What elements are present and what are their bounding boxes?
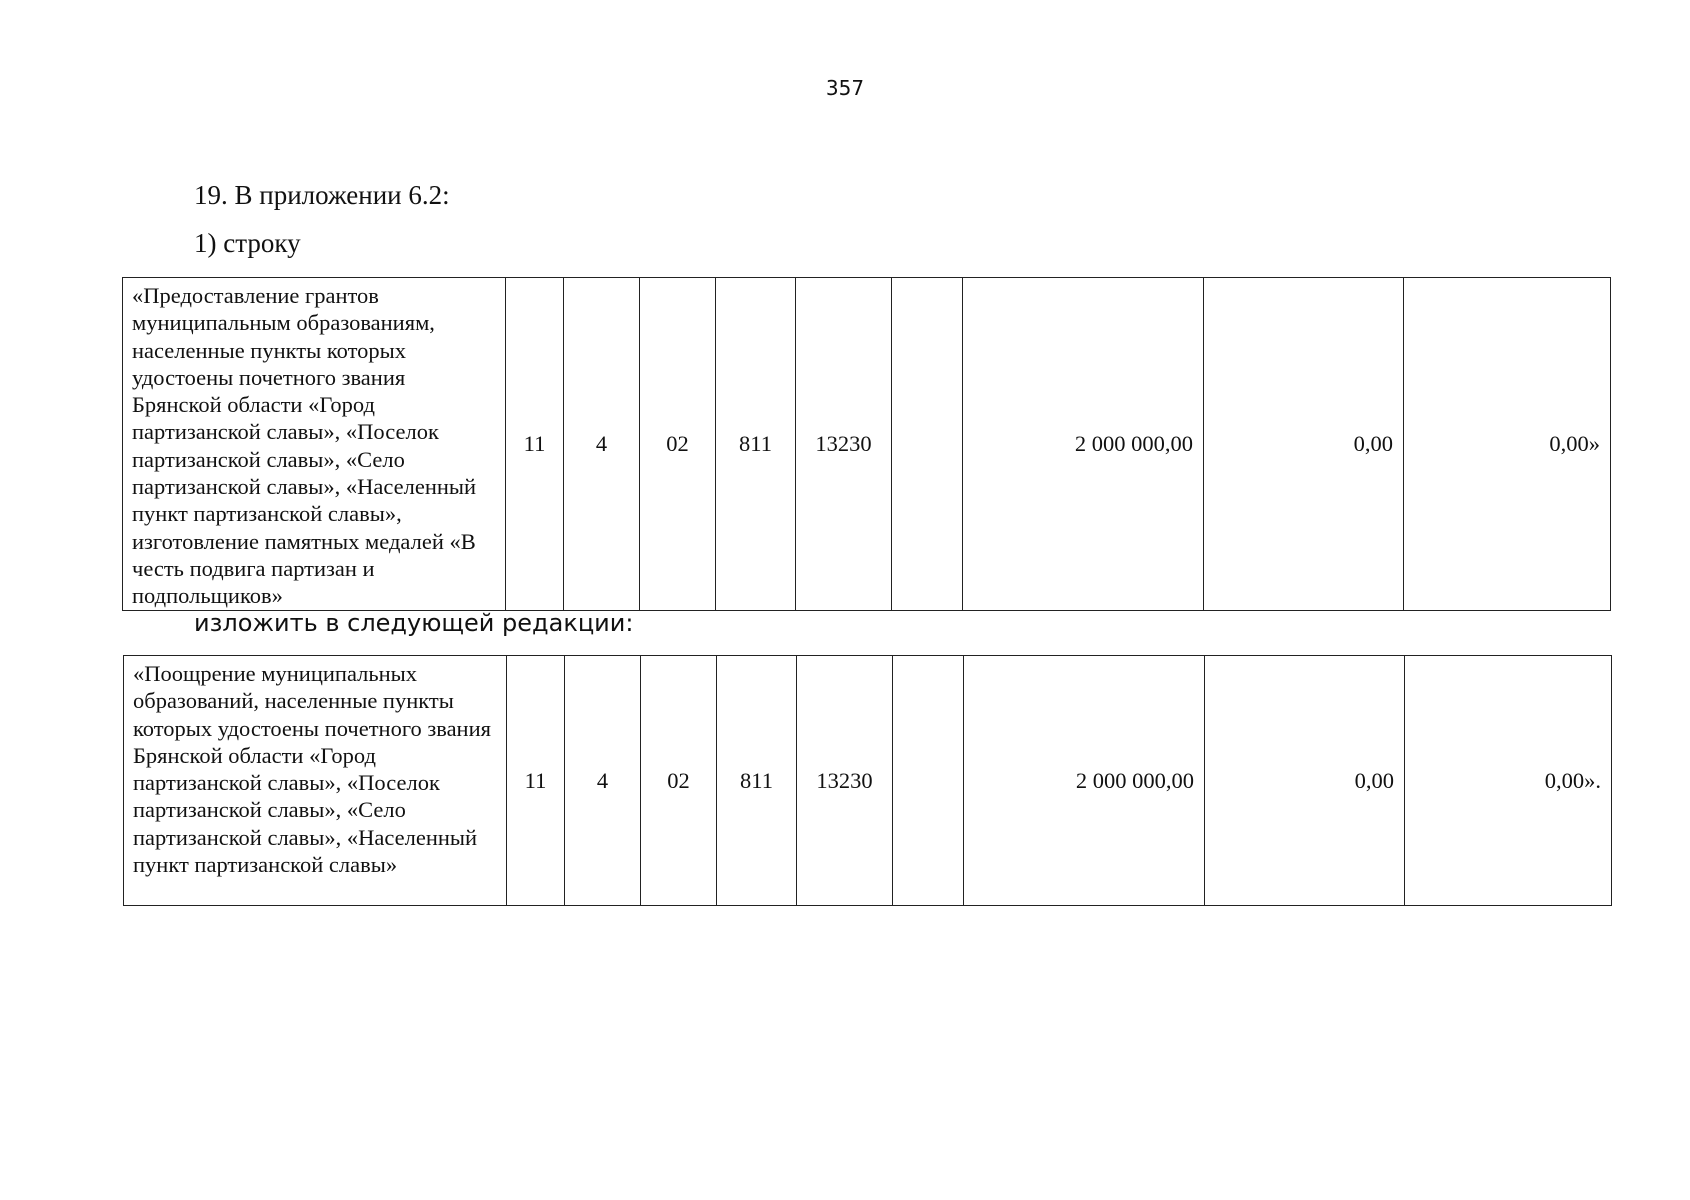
table-row — [123, 278, 1611, 611]
amount-year-3: 0,00». — [1405, 656, 1612, 906]
code-cell-empty — [893, 656, 964, 906]
amount-year-3: 0,00» — [1404, 278, 1611, 611]
table-row — [124, 656, 1612, 906]
code-cell-subprogram: 4 — [564, 278, 640, 611]
item-heading: 1) строку — [194, 228, 301, 258]
code-cell-subprogram: 4 — [565, 656, 641, 906]
amount-year-1: 2 000 000,00 — [963, 278, 1204, 611]
code-cell-event: 02 — [640, 278, 716, 611]
replacement-instruction: изложить в следующей редакции: — [194, 609, 634, 637]
code-cell-direction: 13230 — [796, 278, 892, 611]
row-description: «Поощрение муниципальных образований, населенные пункты которых удостоены почетного звания Брянской области «Город партизанской славы», «Поселок партизанской славы», «Село партизанской славы», «Населенный пункт партизанской славы» — [124, 656, 507, 906]
amount-year-2: 0,00 — [1205, 656, 1405, 906]
new-row-table — [123, 655, 1612, 906]
amount-year-1: 2 000 000,00 — [964, 656, 1205, 906]
code-cell-section: 11 — [506, 278, 564, 611]
code-cell-empty — [892, 278, 963, 611]
amount-year-2: 0,00 — [1204, 278, 1404, 611]
code-cell-section: 11 — [507, 656, 565, 906]
code-cell-event: 02 — [641, 656, 717, 906]
code-cell-ministry: 811 — [717, 656, 797, 906]
code-cell-direction: 13230 — [797, 656, 893, 906]
section-heading: 19. В приложении 6.2: — [194, 180, 450, 210]
page-number: 357 — [825, 76, 865, 100]
code-cell-ministry: 811 — [716, 278, 796, 611]
row-description: «Предоставление грантов муниципальным образованиям, населенные пункты которых удостоены почетного звания Брянской области «Город партизанской славы», «Поселок партизанской славы», «Село партизанской славы», «Населенный пункт партизанской славы», изготовление памятных медалей «В честь подвига партизан и подпольщиков» — [123, 278, 506, 611]
original-row-table — [122, 277, 1611, 611]
